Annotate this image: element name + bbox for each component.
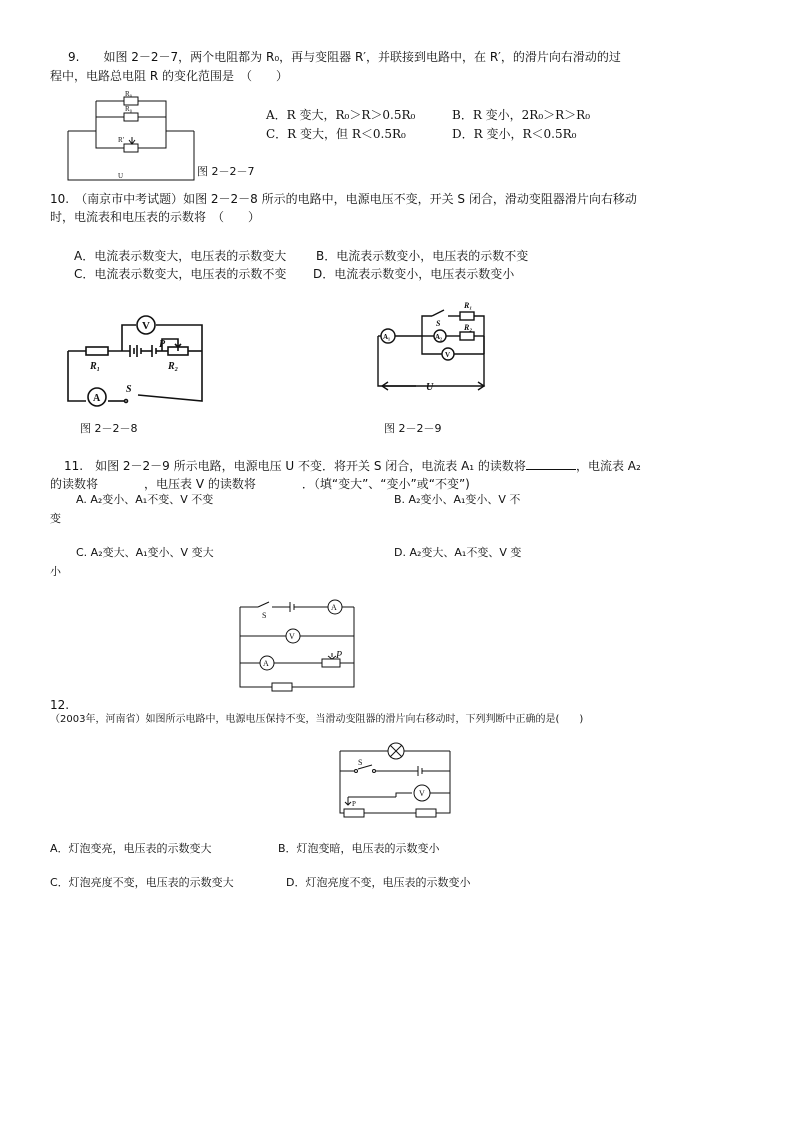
q11-v-label: V — [289, 632, 295, 641]
q12-option-b: B．灯泡变暗，电压表的示数变小 — [278, 842, 440, 855]
q12-circuit — [336, 743, 466, 821]
figure-2-2-8-circuit — [64, 313, 224, 413]
q11-a-top-label: A — [331, 603, 337, 612]
q11-stem-line2-b: ，电压表 V 的读数将 — [144, 477, 256, 491]
q11-p-label: P — [336, 650, 343, 661]
q12-p-label: P — [352, 800, 356, 808]
fig8-p-label: P — [159, 339, 166, 350]
q11-stem-line1-b: ，电流表 A₂ — [575, 459, 641, 473]
fig9-s-label: S — [436, 319, 441, 328]
u-label: U — [118, 172, 124, 180]
fig9-v-label: V — [445, 351, 451, 359]
q11-option-b-wrap: 变 — [50, 512, 61, 525]
figure-2-2-8-caption: 图 2－2－8 — [80, 422, 138, 435]
q12-option-c: C．灯泡亮度不变，电压表的示数变大 — [50, 876, 234, 889]
q12-number: 12. — [50, 698, 70, 712]
fig8-r1-label: R₁ — [90, 361, 101, 372]
q10-option-a: A．电流表示数变大，电压表的示数变大 — [74, 249, 287, 263]
q11-option-d-wrap: 小 — [50, 565, 61, 578]
q11-stem-line2 — [50, 476, 470, 492]
q11-option-d: D. A₂变大、A₁不变、V 变 — [394, 546, 522, 559]
q9-option-c: C．R 变大，但 R＜0.5R₀ — [266, 127, 406, 141]
q11-stem-line1-a: 11. 如图 2－2－9 所示电路，电源电压 U 不变．将开关 S 闭合，电流表 A₁ 的读数将 — [64, 459, 526, 473]
q12-option-d: D．灯泡亮度不变，电压表的示数变小 — [286, 876, 471, 889]
q11-circuit — [238, 601, 358, 696]
q10-option-b: B．电流表示数变小，电压表的示数不变 — [316, 249, 529, 263]
q10-stem-line1: 10. （南京市中考试题）如图 2－2－8 所示的电路中，电源电压不变，开关 S 闭合，滑动变阻器滑片向右移动 — [50, 192, 637, 206]
q11-option-b: B. A₂变小、A₁变小、V 不 — [394, 493, 521, 506]
r0-mid-label: R₀ — [125, 105, 133, 113]
q9-stem-line2: 程中，电路总电阻 R 的变化范围是 （ ） — [50, 69, 288, 83]
fig8-r2-label: R₂ — [168, 361, 179, 372]
fig8-a-label: A — [93, 393, 101, 404]
q10-stem-line2: 时，电流表和电压表的示数将 （ ） — [50, 210, 261, 224]
fig9-u-label: U — [426, 382, 434, 393]
fig9-a2-label: A₂ — [435, 333, 443, 341]
fig8-s-label: S — [126, 384, 132, 395]
q9-option-d: D．R 变小，R＜0.5R₀ — [452, 127, 577, 141]
q11-blank-a1[interactable] — [526, 457, 576, 470]
q11-a-mid-label: A — [263, 659, 269, 668]
q11-stem-line2-a: 的读数将 — [50, 477, 99, 491]
fig9-a1-label: A₁ — [383, 333, 391, 341]
figure-2-2-9-circuit — [374, 296, 494, 396]
q9-option-b: B．R 变小，2R₀＞R＞R₀ — [452, 108, 591, 122]
q12-option-a: A．灯泡变亮，电压表的示数变大 — [50, 842, 212, 855]
q11-option-c: C. A₂变大、A₁变小、V 变大 — [76, 546, 214, 559]
figure-2-2-7-caption: 图 2－2－7 — [197, 165, 255, 178]
r-prime-label: R′ — [118, 136, 125, 144]
q11-stem-line2-c: ．（填“变大”、“变小”或“不变”) — [301, 477, 470, 491]
q9-stem-line1: 9. 如图 2－2－7，两个电阻都为 R₀，再与变阻器 R′，并联接到电路中，在 R′，的滑片向右滑动的过 — [68, 50, 621, 64]
q11-option-a: A. A₂变小、A₁不变、V 不变 — [76, 493, 214, 506]
fig9-r1-label: R₁ — [464, 301, 473, 310]
q9-option-a: A．R 变大，R₀＞R＞0.5R₀ — [266, 108, 416, 122]
q12-s-label: S — [358, 758, 363, 767]
q12-v-label: V — [419, 789, 425, 798]
q10-option-c: C．电流表示数变大，电压表的示数不变 — [74, 267, 287, 281]
fig9-r2-label: R₂ — [464, 323, 473, 332]
q12-stem: （2003年，河南省）如图所示电路中，电源电压保持不变，当滑动变阻器的滑片向右移动时，下列判断中正确的是( ) — [50, 714, 584, 725]
q11-stem-line1 — [64, 457, 641, 474]
figure-2-2-9-caption: 图 2－2－9 — [384, 422, 442, 435]
q11-s-label: S — [262, 611, 267, 620]
r0-top-label: R₀ — [125, 90, 133, 98]
fig8-v-label: V — [142, 320, 150, 332]
figure-2-2-7-circuit — [66, 90, 196, 186]
q10-option-d: D．电流表示数变小，电压表示数变小 — [313, 267, 515, 281]
